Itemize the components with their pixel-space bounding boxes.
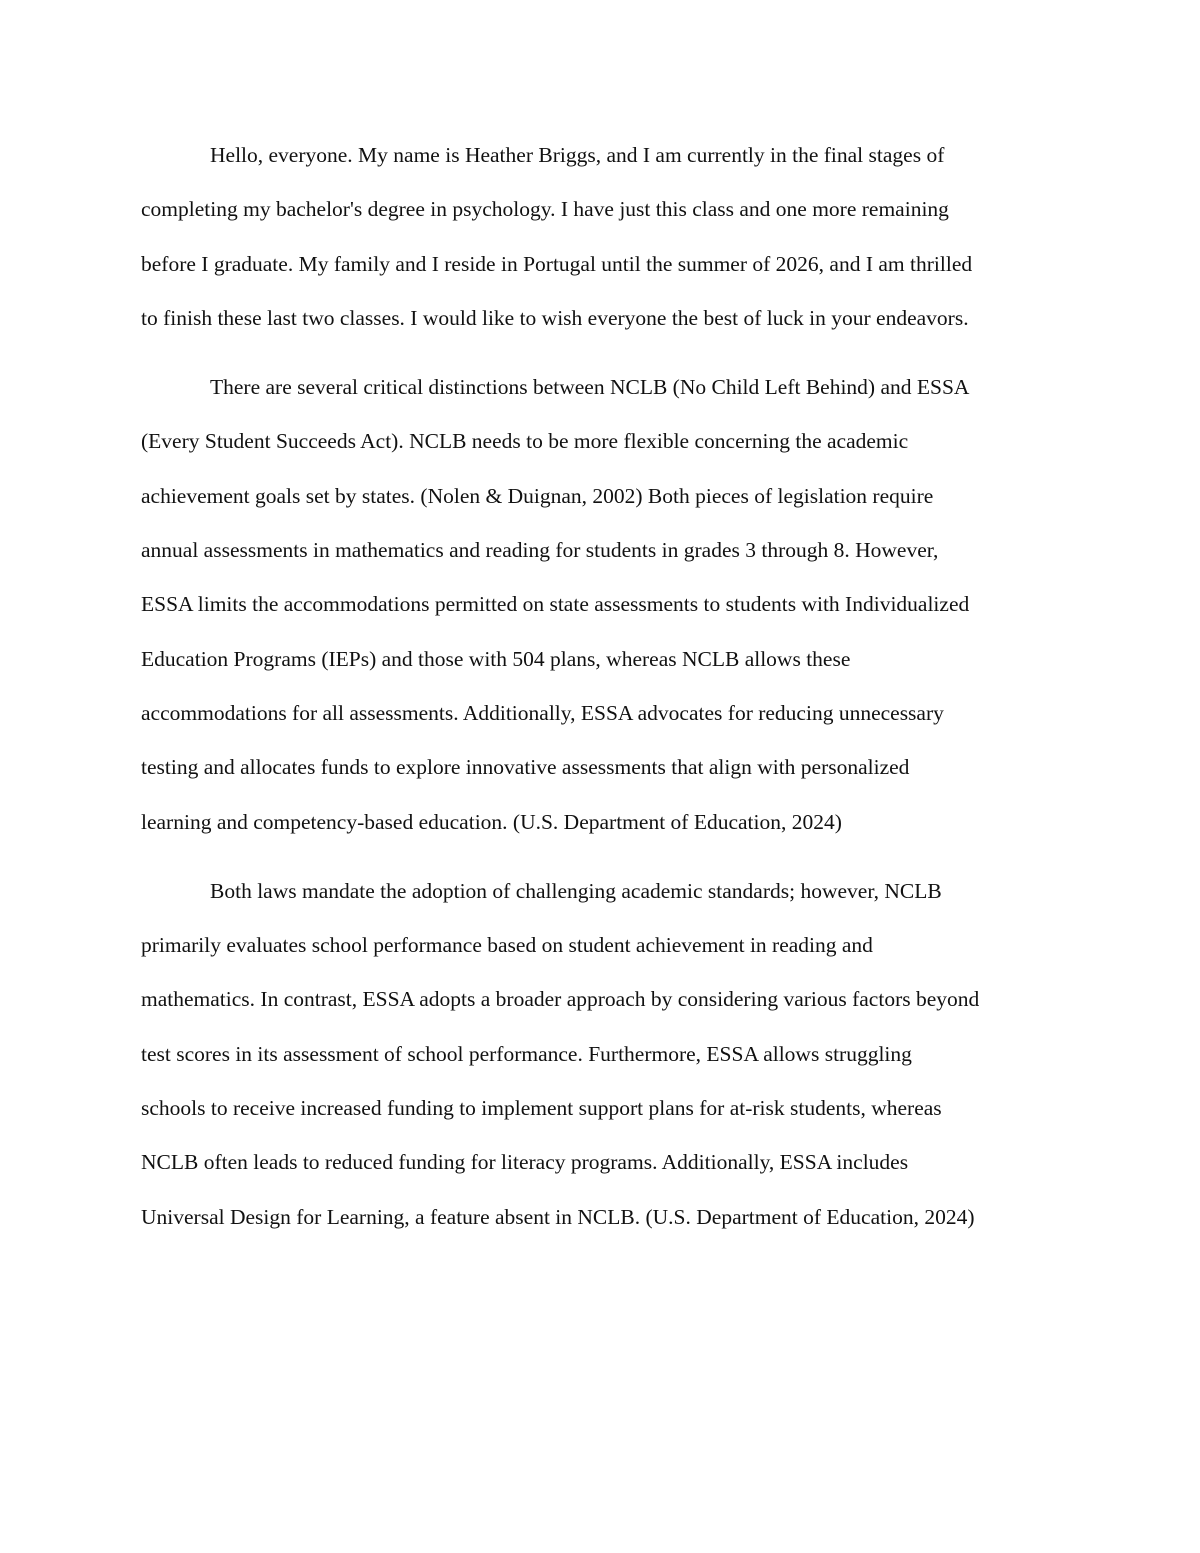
text-line: NCLB often leads to reduced funding for literacy programs. Additionally, ESSA includes [141, 1150, 909, 1175]
text-line: Both laws mandate the adoption of challenging academic standards; however, NCLB [210, 878, 942, 903]
text-line: completing my bachelor's degree in psychology. I have just this class and one more remaining [141, 197, 949, 222]
text-line: primarily evaluates school performance based on student achievement in reading and [141, 933, 873, 958]
text-line: to finish these last two classes. I would like to wish everyone the best of luck in your endeavors. [141, 305, 969, 330]
text-line: Hello, everyone. My name is Heather Briggs, and I am currently in the final stages of [210, 143, 945, 167]
text-line: mathematics. In contrast, ESSA adopts a broader approach by considering various factors beyond [141, 987, 980, 1012]
text-line: achievement goals set by states. (Nolen & Duignan, 2002) Both pieces of legislation require [141, 483, 934, 508]
paragraph-introduction [141, 128, 1066, 345]
text-line: test scores in its assessment of school performance. Furthermore, ESSA allows struggling [141, 1041, 912, 1066]
text-line: Education Programs (IEPs) and those with 504 plans, whereas NCLB allows these [141, 646, 851, 671]
document-body [141, 128, 1066, 1259]
text-line: Universal Design for Learning, a feature absent in NCLB. (U.S. Department of Education, 2024) [141, 1204, 975, 1229]
text-line: (Every Student Succeeds Act). NCLB needs to be more flexible concerning the academic [141, 429, 909, 454]
text-line: There are several critical distinctions between NCLB (No Child Left Behind) and ESSA [210, 375, 970, 400]
text-line: ESSA limits the accommodations permitted on state assessments to students with Individualized [141, 592, 970, 617]
text-line: learning and competency-based education. (U.S. Department of Education, 2024) [141, 809, 842, 834]
text-line: annual assessments in mathematics and reading for students in grades 3 through 8. However, [141, 538, 939, 563]
text-line: schools to receive increased funding to implement support plans for at-risk students, whereas [141, 1096, 942, 1121]
text-line: testing and allocates funds to explore innovative assessments that align with personalized [141, 755, 910, 780]
text-line: accommodations for all assessments. Additionally, ESSA advocates for reducing unnecessary [141, 700, 944, 725]
paragraph-nclb-essa-distinctions [141, 360, 1066, 849]
paragraph-standards-comparison [141, 864, 1066, 1244]
text-line: before I graduate. My family and I reside in Portugal until the summer of 2026, and I am thrilled [141, 251, 973, 276]
